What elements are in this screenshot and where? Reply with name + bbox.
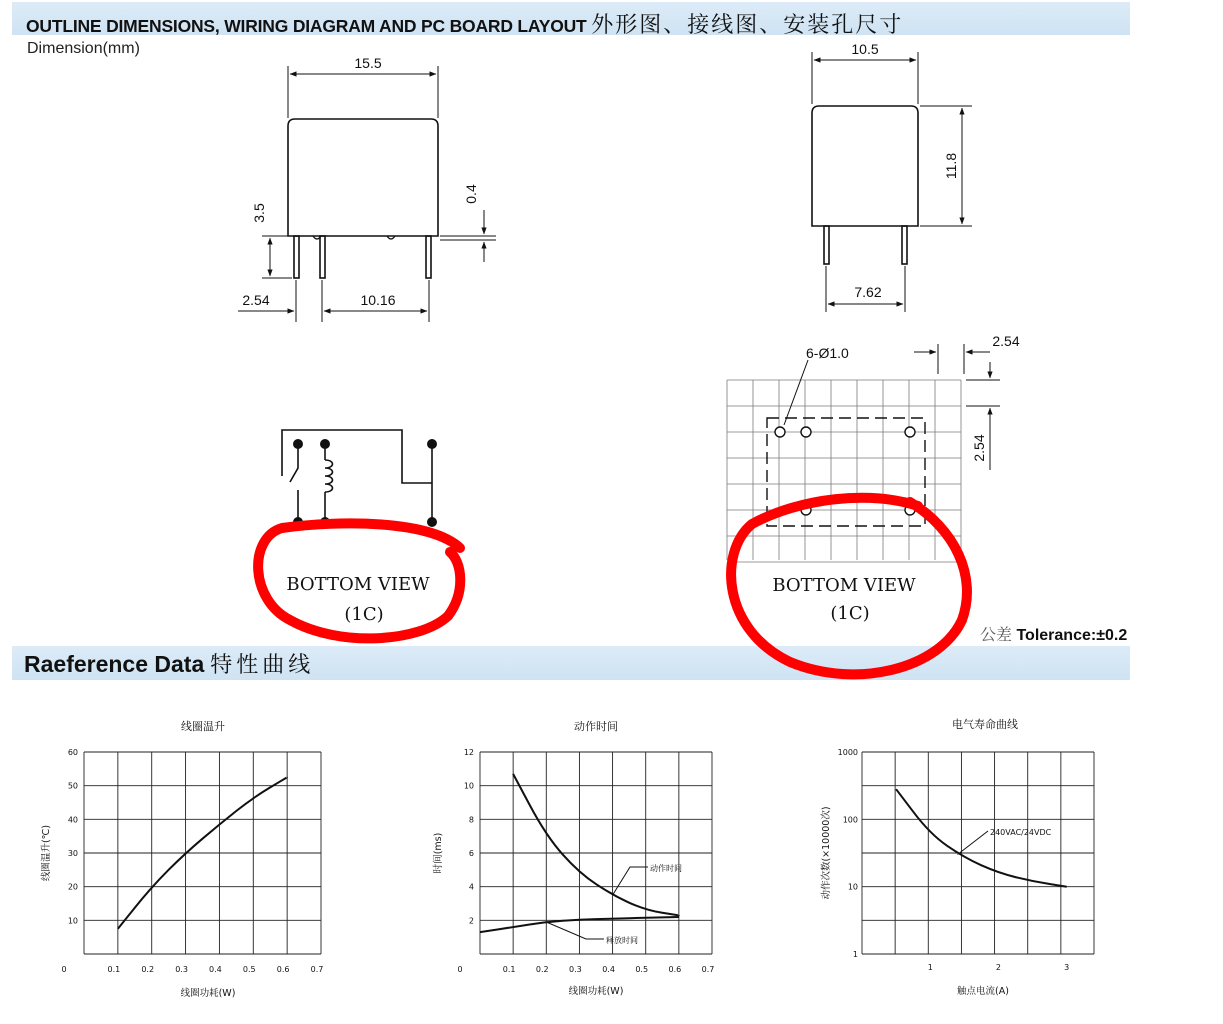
chart-y-label: 线圈温升(℃)	[41, 824, 52, 882]
chart-leader-line	[546, 922, 604, 939]
chart-x-tick: 0.1	[502, 965, 516, 974]
chart-y-label: 时间(ms)	[433, 832, 444, 874]
chart-leader-line	[958, 831, 988, 855]
side-pin-2	[902, 226, 907, 264]
page-title-en: OUTLINE DIMENSIONS, WIRING DIAGRAM AND PC BOARD LAYOUT	[26, 16, 587, 36]
reference-title-en: Raeference Data	[24, 651, 205, 677]
chart-y-tick: 20	[67, 882, 78, 892]
dim-pin-height: 3.5	[251, 203, 267, 223]
chart-title: 线圈温升	[181, 720, 225, 733]
dim-grid-v: 2.54	[971, 434, 987, 462]
dimension-unit-label: Dimension(mm)	[27, 40, 140, 57]
dim-front-width: 15.5	[354, 55, 382, 71]
chart-x-tick: 0.5	[242, 965, 256, 974]
chart-x-tick: 1	[927, 963, 933, 972]
chart-x-tick: 0.7	[310, 965, 324, 974]
chart-y-tick: 6	[468, 849, 474, 858]
dim-side-pitch: 7.62	[854, 284, 882, 300]
chart-x-tick: 0.3	[569, 965, 582, 974]
pin-2	[320, 236, 325, 278]
pcb-hole-1	[775, 427, 785, 437]
dim-pitch-left: 2.54	[242, 292, 270, 308]
chart-x-tick: 0.4	[209, 965, 222, 974]
chart-x-tick: 0	[457, 965, 463, 974]
chart-x-label: 线圈功耗(W)	[568, 986, 624, 997]
pcb-hole-2	[801, 427, 811, 437]
pcb-layout	[727, 344, 1000, 562]
chart-x-tick: 2	[995, 963, 1002, 972]
chart-x-tick: 0.2	[535, 965, 549, 974]
hole-spec: 6-Ø1.0	[806, 345, 849, 361]
chart-x-tick: 0.3	[175, 965, 188, 974]
wiring-diagram	[282, 430, 437, 527]
dim-grid-h: 2.54	[992, 333, 1020, 349]
dim-side-height: 11.8	[943, 152, 959, 180]
chart-x-tick: 0.4	[602, 965, 615, 974]
chart-x-tick: 0.6	[668, 965, 682, 974]
chart-x-tick: 3	[1064, 963, 1070, 972]
chart-y-tick: 40	[67, 815, 78, 825]
front-view	[288, 119, 438, 278]
dim-standoff: 0.4	[463, 184, 479, 204]
chart-y-label: 动作次数(×10000次)	[821, 806, 832, 900]
side-view	[812, 106, 918, 264]
chart-title: 电气寿命曲线	[952, 718, 1018, 731]
chart-y-tick: 10	[67, 916, 78, 926]
bottom-view-right-line1: BOTTOM VIEW	[772, 575, 916, 596]
chart-y-tick: 30	[67, 849, 78, 858]
bottom-view-left-line2: (1C)	[344, 604, 384, 625]
chart-1	[40, 719, 323, 999]
chart-x-tick: 0.7	[701, 965, 715, 974]
chart-x-label: 线圈功耗(W)	[180, 988, 236, 999]
chart-series-label: 动作时间	[650, 864, 682, 873]
chart-series-label: 释放时间	[606, 936, 638, 945]
chart-y-tick: 50	[67, 781, 78, 791]
pin-3	[426, 236, 431, 278]
chart-series-label: 240VAC/24VDC	[990, 828, 1052, 837]
bottom-view-left-line1: BOTTOM VIEW	[286, 574, 430, 595]
characteristic-charts	[40, 717, 1094, 999]
chart-y-tick: 12	[463, 748, 474, 757]
chart-x-tick: 0	[61, 965, 67, 974]
chart-series-line	[513, 774, 679, 915]
chart-y-tick: 60	[67, 748, 78, 757]
chart-y-tick: 4	[468, 882, 474, 892]
chart-y-tick: 10	[847, 882, 858, 892]
chart-x-tick: 0.6	[276, 965, 290, 974]
tolerance-prefix: 公差	[980, 627, 1013, 644]
page-title-zh: 外形图、接线图、安装孔尺寸	[591, 12, 904, 37]
front-dimensions	[238, 66, 496, 322]
chart-x-tick: 0.5	[635, 965, 649, 974]
chart-leader-line	[613, 867, 648, 895]
relay-body-side	[812, 106, 918, 226]
chart-y-tick: 10	[463, 781, 474, 791]
pcb-hole-3	[905, 427, 915, 437]
side-dimensions	[812, 52, 972, 312]
dim-pitch-main: 10.16	[360, 292, 396, 308]
dim-side-width: 10.5	[851, 41, 879, 57]
chart-x-tick: 0.1	[107, 965, 121, 974]
side-pin-1	[824, 226, 829, 264]
chart-y-tick: 8	[468, 815, 474, 825]
chart-x-tick: 0.2	[141, 965, 155, 974]
chart-y-tick: 1000	[837, 748, 858, 757]
reference-title-zh: 特性曲线	[210, 652, 315, 677]
tolerance-label: Tolerance:±0.2	[1016, 627, 1128, 644]
bottom-view-right-line2: (1C)	[830, 603, 870, 624]
chart-series-line	[896, 789, 1067, 887]
chart-y-tick: 2	[468, 916, 474, 926]
pin-1	[294, 236, 299, 278]
chart-y-tick: 1	[852, 950, 858, 959]
relay-body-front	[288, 119, 438, 236]
chart-x-label: 触点电流(A)	[957, 986, 1009, 997]
chart-title: 动作时间	[574, 720, 618, 733]
chart-3	[820, 717, 1094, 997]
chart-y-tick: 100	[842, 815, 858, 825]
chart-2	[432, 719, 714, 997]
